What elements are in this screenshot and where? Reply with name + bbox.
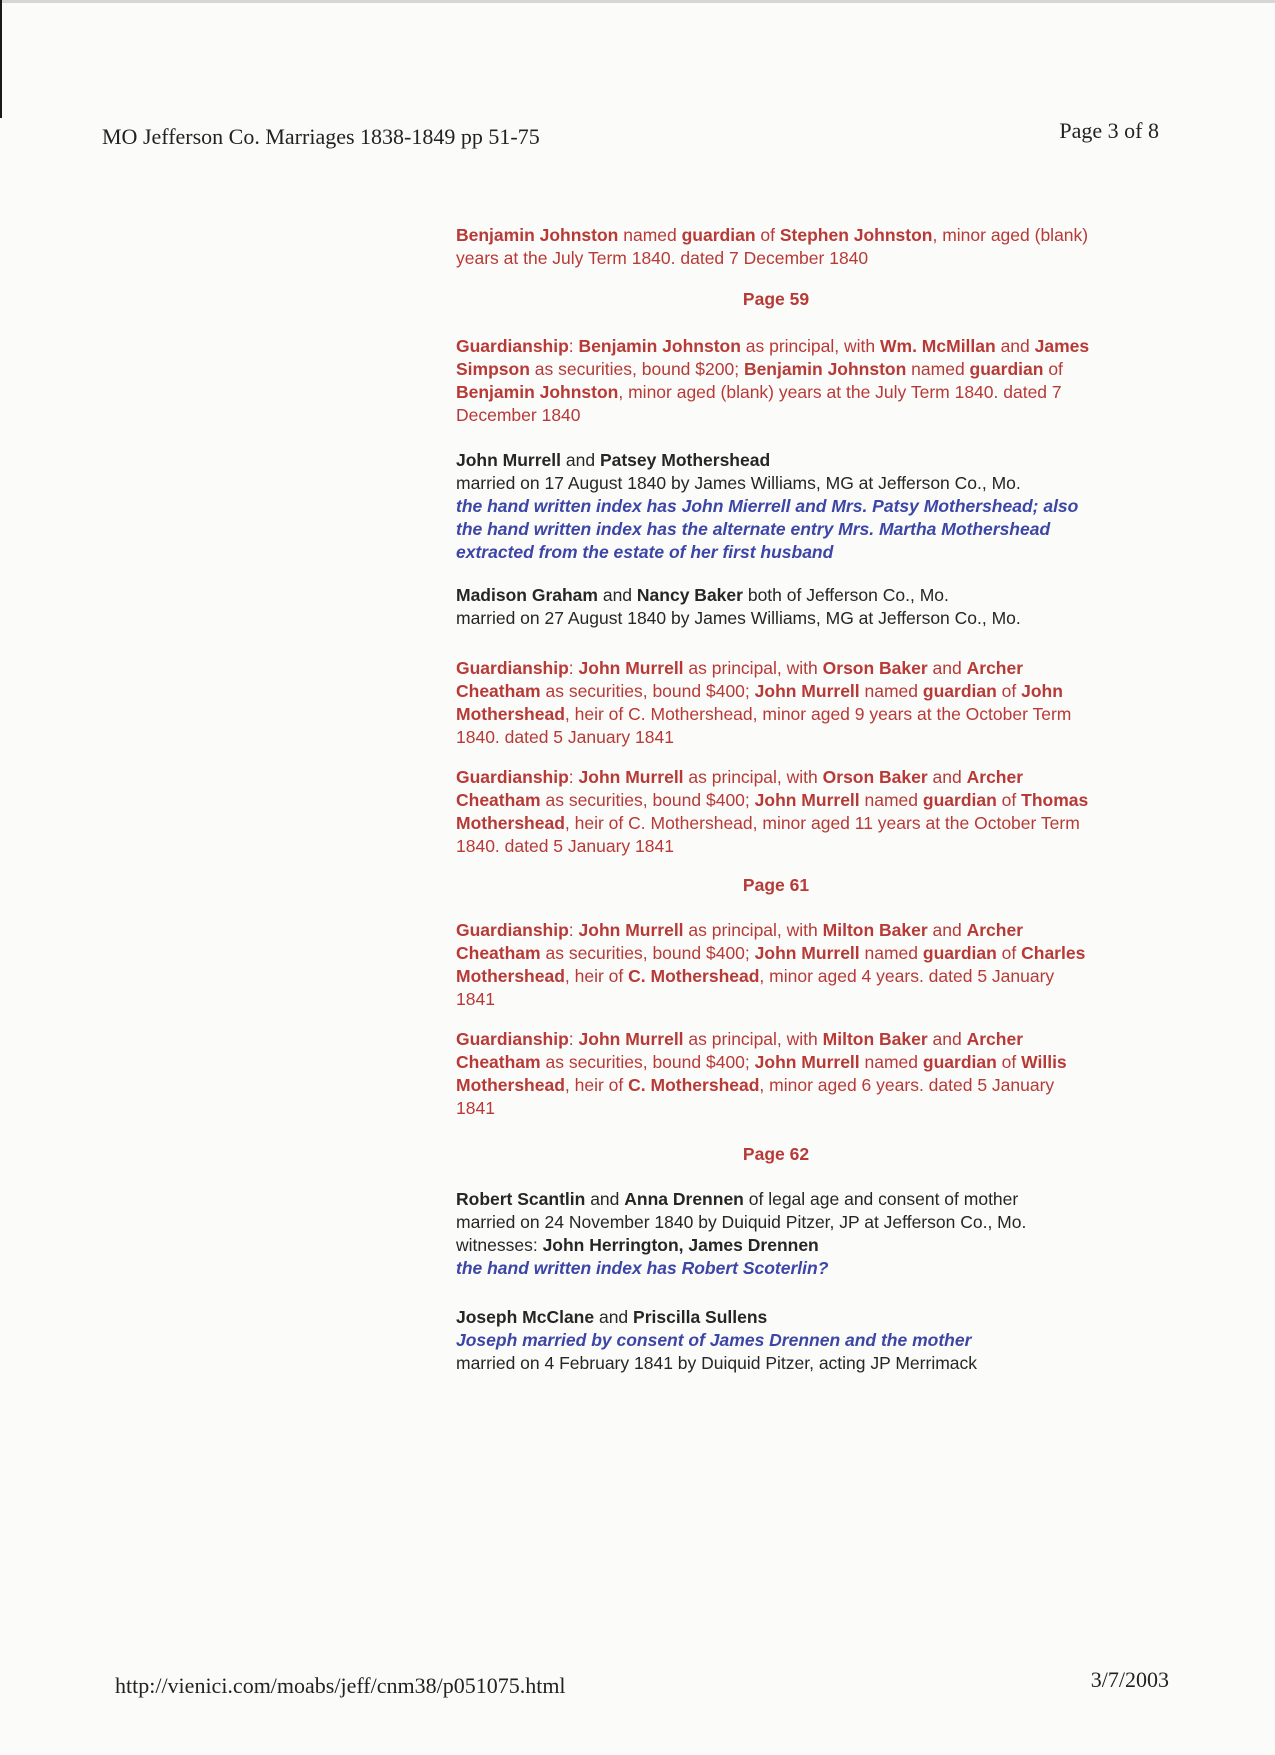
footer-url: http://vienici.com/moabs/jeff/cnm38/p051075.html	[115, 1673, 566, 1698]
person-name: Joseph McClane	[456, 1307, 595, 1327]
person-name: Orson Baker	[822, 767, 928, 787]
entry-text: and	[927, 767, 967, 787]
person-name: James Drennen	[688, 1235, 819, 1255]
entry-text: :	[568, 1029, 579, 1049]
entry-text: named	[859, 790, 923, 810]
guardianship-entry-7	[456, 919, 1096, 1011]
person-name: Robert Scantlin	[456, 1189, 586, 1209]
entry-text: of	[996, 790, 1022, 810]
entry-type: Guardianship	[456, 336, 569, 356]
entry-text: and	[927, 1029, 967, 1049]
person-name: John Murrell	[578, 1029, 684, 1049]
marriage-detail: married on 4 February 1841 by Duiquid Pitzer, acting JP Merrimack	[456, 1353, 978, 1373]
guardianship-entry-5	[456, 657, 1096, 749]
person-name: John Murrell	[754, 681, 860, 701]
person-name: John Murrell	[754, 943, 860, 963]
person-name: Nancy Baker	[636, 585, 743, 605]
role-term: guardian	[681, 225, 756, 245]
guardianship-entry-8	[456, 1028, 1096, 1120]
witnesses-label: witnesses:	[456, 1235, 543, 1255]
entry-text: of	[996, 681, 1022, 701]
entry-text: as securities, bound $400;	[540, 790, 755, 810]
entry-text: , minor aged 6 years. dated 5 January 1841	[456, 1075, 1055, 1118]
marriage-entry-9	[456, 1188, 1096, 1280]
person-name: Wm. McMillan	[880, 336, 996, 356]
entry-text: as principal, with	[683, 920, 823, 940]
entry-text: as securities, bound $200;	[529, 359, 744, 379]
entry-text: and	[995, 336, 1035, 356]
entry-text: , heir of C. Mothershead, minor aged 11 years at the October Term 1840. dated 5 January 1841	[456, 813, 1080, 856]
scan-edge-top	[0, 0, 1275, 3]
person-name: Archer Cheatham	[456, 767, 1024, 810]
entry-text: , minor aged 4 years. dated 5 January 1841	[456, 966, 1055, 1009]
entry-text: as principal, with	[683, 658, 823, 678]
entry-text: as principal, with	[683, 1029, 823, 1049]
role-term: guardian	[922, 681, 997, 701]
entry-text: , heir of C. Mothershead, minor aged 9 years at the October Term 1840. dated 5 January 1841	[456, 704, 1072, 747]
footer-date: 3/7/2003	[1090, 1667, 1169, 1692]
person-name: Anna Drennen	[624, 1189, 744, 1209]
witnesses	[456, 1234, 1096, 1257]
person-name: Benjamin Johnston	[743, 359, 907, 379]
entry-text: named	[859, 1052, 923, 1072]
role-term: guardian	[969, 359, 1044, 379]
page-heading-59: Page 59	[742, 289, 810, 309]
entry-text: :	[568, 336, 579, 356]
entry-text: of	[996, 1052, 1022, 1072]
person-name: Benjamin Johnston	[578, 336, 741, 356]
entry-text: and	[927, 920, 967, 940]
document-body	[456, 224, 1096, 1375]
entry-text: of	[1043, 359, 1063, 379]
entry-type: Guardianship	[456, 658, 569, 678]
entry-text: , heir of	[564, 1075, 629, 1095]
person-name: John Murrell	[578, 920, 684, 940]
document-title: MO Jefferson Co. Marriages 1838-1849 pp 51-75	[102, 124, 540, 149]
person-name: Stephen Johnston	[779, 225, 933, 245]
entry-text: and	[585, 1189, 625, 1209]
page-heading-62: Page 62	[742, 1144, 810, 1164]
person-name: John Murrell	[754, 1052, 860, 1072]
person-name: John Murrell	[456, 450, 562, 470]
person-name: Milton Baker	[822, 920, 928, 940]
role-term: guardian	[922, 790, 997, 810]
guardian-entry-1	[456, 224, 1096, 270]
separator: ,	[678, 1235, 689, 1255]
entry-text: of	[996, 943, 1022, 963]
person-name: Milton Baker	[822, 1029, 928, 1049]
entry-text: of	[755, 225, 780, 245]
index-note: the hand written index has John Mierrell and Mrs. Patsy Mothershead; also the hand written index has the alternate entry Mrs. Martha Mothershead extracted from the estate of her first husband	[456, 496, 1079, 562]
person-name: Charles Mothershead	[456, 943, 1086, 986]
entry-text: and	[561, 450, 600, 470]
marriage-entry-3	[456, 449, 1096, 564]
guardianship-entry-6	[456, 766, 1096, 858]
person-name: C. Mothershead	[628, 1075, 760, 1095]
index-note: the hand written index has Robert Scoterlin?	[456, 1258, 829, 1278]
person-name: Priscilla Sullens	[633, 1307, 768, 1327]
person-name: Madison Graham	[456, 585, 598, 605]
entry-text: as securities, bound $400;	[540, 1052, 755, 1072]
person-name: Thomas Mothershead	[456, 790, 1089, 833]
entry-text: as securities, bound $400;	[540, 681, 755, 701]
entry-text: and	[597, 585, 637, 605]
entry-type: Guardianship	[456, 1029, 569, 1049]
entry-text: named	[859, 681, 923, 701]
entry-text: and	[594, 1307, 634, 1327]
role-term: guardian	[922, 943, 997, 963]
entry-text: , heir of	[564, 966, 629, 986]
person-name: Willis Mothershead	[456, 1052, 1067, 1095]
page-number: Page 3 of 8	[1059, 118, 1159, 143]
person-name: Patsey Mothershead	[599, 450, 771, 470]
person-name: Archer Cheatham	[456, 658, 1024, 701]
consent-note: Joseph married by consent of James Drennen and the mother	[456, 1330, 972, 1350]
guardianship-entry-2	[456, 335, 1096, 427]
entry-text: , minor aged (blank) years at the July Term 1840. dated 7 December 1840	[456, 225, 1089, 268]
entry-type: Guardianship	[456, 767, 569, 787]
person-name: Orson Baker	[822, 658, 928, 678]
marriage-detail: married on 27 August 1840 by James Williams, MG at Jefferson Co., Mo.	[456, 608, 1021, 628]
entry-text: and	[927, 658, 967, 678]
person-name: Archer Cheatham	[456, 1029, 1024, 1072]
marriage-entry-4	[456, 584, 1096, 630]
person-name: John Murrell	[578, 658, 684, 678]
entry-text: as principal, with	[683, 767, 823, 787]
marriage-entry-10	[456, 1306, 1096, 1375]
role-term: guardian	[922, 1052, 997, 1072]
person-name: John Herrington	[542, 1235, 679, 1255]
person-name: James Simpson	[456, 336, 1090, 379]
scan-edge-left	[0, 0, 2, 118]
person-name: John Murrell	[754, 790, 860, 810]
person-name: John Murrell	[578, 767, 684, 787]
entry-text: :	[568, 658, 579, 678]
entry-text: named	[906, 359, 970, 379]
entry-text: , minor aged (blank) years at the July Term 1840. dated 7 December 1840	[456, 382, 1062, 425]
person-name: Archer Cheatham	[456, 920, 1024, 963]
entry-text: named	[618, 225, 682, 245]
person-name: John Mothershead	[456, 681, 1063, 724]
entry-text: as securities, bound $400;	[540, 943, 755, 963]
entry-text: named	[859, 943, 923, 963]
entry-type: Guardianship	[456, 920, 569, 940]
person-name: Benjamin Johnston	[456, 225, 619, 245]
marriage-detail: married on 17 August 1840 by James Williams, MG at Jefferson Co., Mo.	[456, 473, 1021, 493]
marriage-detail: married on 24 November 1840 by Duiquid Pitzer, JP at Jefferson Co., Mo.	[456, 1212, 1027, 1232]
entry-text: both of Jefferson Co., Mo.	[742, 585, 949, 605]
entry-text: :	[568, 767, 579, 787]
entry-text: as principal, with	[740, 336, 880, 356]
person-name: Benjamin Johnston	[456, 382, 619, 402]
person-name: C. Mothershead	[628, 966, 760, 986]
entry-text: of legal age and consent of mother	[743, 1189, 1019, 1209]
page-heading-61: Page 61	[742, 875, 810, 895]
entry-text: :	[568, 920, 579, 940]
